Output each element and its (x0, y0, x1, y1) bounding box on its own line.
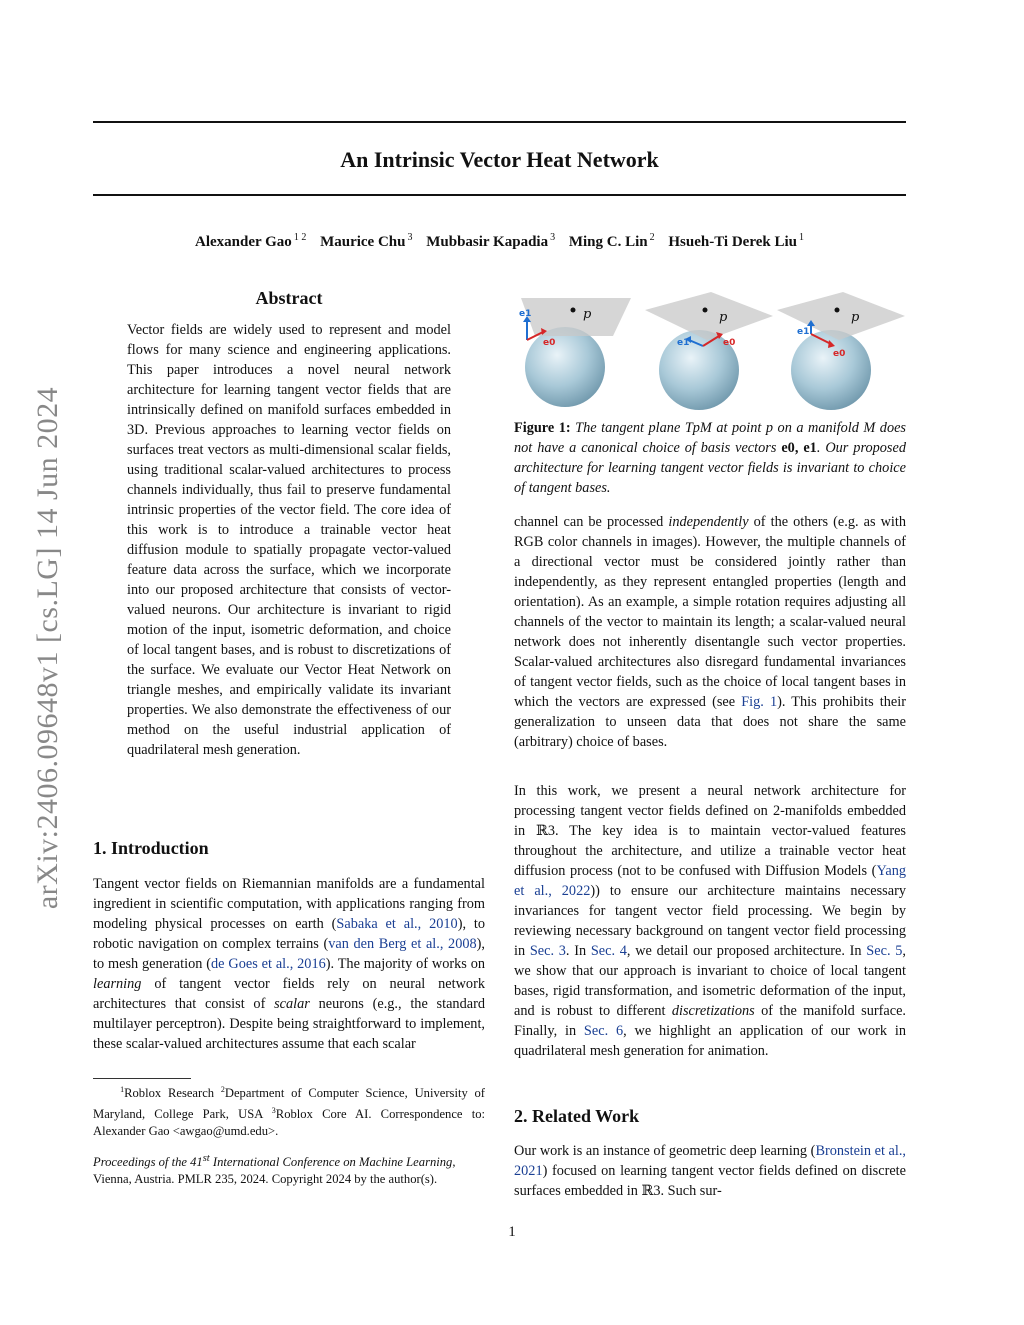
affiliation-footnote: $^1$Roblox Research $^2$Department of Computer Science, University of Maryland, College Park, USA $^3$Roblox Core AI. Correspondence to: Alexander Gao <awgao@umd.edu>. (93, 1085, 486, 1139)
figure-link[interactable]: Fig. 1 (741, 694, 778, 710)
tangent-plane-panel-3 (777, 290, 905, 410)
abstract-heading: Abstract (255, 288, 323, 308)
section-link[interactable]: Sec. 4 (590, 943, 627, 959)
tangent-plane (521, 298, 631, 336)
abstract-text: Vector fields are widely used to represent and model flows for many science and engineering applications. This paper introduces a novel neural network architecture for learning tangent vector fields that are intrinsically defined on manifold surfaces embedded in 3D. Previous approaches to learning vector fields on surfaces treat vectors as multi-dimensional scalar fields, using traditional scalar-valued architectures to process channels individually, thus fail to preserve fundamental intrinsic properties of the vector field. The core idea of this work is to introduce a trainable vector heat diffusion module to spatially propagate vector-valued feature data across the surface, which we incorporate into our proposed architecture that consists of vector-valued neurons. Our architecture is invariant to rigid motion of the input, isometric deformation, and choice of local tangent bases, and is robust to discretizations of the surface. We evaluate our Vector Heat Network on triangle meshes, and empirically validate its invariant properties. We also demonstrate the effectiveness of our method on the useful industrial application of quadrilateral mesh generation. (127, 322, 451, 758)
intro-paragraph: Tangent vector fields on Riemannian manifolds are a fundamental ingredient in scientific computation, with applications ranging from modeling physical processes on earth (Sabaka et al., 2010), to robotic navigation on complex terrains (van den Berg et al., 2008), to mesh generation (de Goes et al., 2016). The majority of works on learning of tangent vector fields rely on neural network architectures that consist of scalar neurons (e.g., the standard multilayer perceptron). Despite being straightforward to implement, these scalar-valued architectures assume that each scalar (93, 876, 486, 1052)
page-number: 1 (508, 1224, 516, 1240)
tangent-plane-panel-2 (645, 290, 773, 410)
arxiv-identifier: arXiv:2406.09648v1 [cs.LG] 14 Jun 2024 (31, 386, 64, 910)
citation-link[interactable]: Sabaka et al., 2010 (336, 916, 458, 932)
paper-title: An Intrinsic Vector Heat Network (340, 147, 659, 172)
e1-label: e1 (797, 327, 810, 337)
related-work-heading: 2. Related Work (514, 1106, 640, 1126)
citation-link[interactable]: van den Berg et al., 2008 (328, 936, 477, 952)
right-paragraph-1: channel can be processed independently of the others (e.g. as with RGB color channels in images). However, the multiple channels of a directional vector must be considered jointly rather than independently, as they represent entangled properties (length and orientation). As an example, a simple rotation requires adjusting all channels of the vector to maintain its length; a scalar-valued neural network does not inherently disentangle such vector properties. Scalar-valued architectures also disregard fundamental invariances of tangent vector fields, such as the choice of local tangent bases in which the vectors are expressed (see Fig. 1). This prohibits their generalization to unseen data that does not share the same (arbitrary) choice of bases. (514, 514, 906, 750)
citation-link[interactable]: de Goes et al., 2016 (211, 956, 326, 972)
point-p (571, 308, 576, 313)
figure-1 (513, 290, 905, 410)
intro-heading: 1. Introduction (93, 838, 209, 858)
e1-label: e1 (677, 338, 690, 348)
tangent-plane-panel-1 (513, 290, 641, 410)
author: Ming C. Lin $^2$ (568, 232, 655, 250)
section-link[interactable]: Sec. 5 (866, 943, 903, 959)
proceedings-note: Proceedings of the 41st International Conference on Machine Learning, Vienna, Austria. PMLR 235, 2024. Copyright 2024 by the author(s). (93, 1153, 456, 1187)
right-paragraph-2: In this work, we present a neural network architecture for processing tangent vector fields defined on 2-manifolds embedded in ℝ3. The key idea is to maintain vector-valued features throughout the architecture, and utilize a trainable vector heat diffusion process (not to be confused with Diffusion Models (Yang et al., 2022)) to ensure our architecture maintains necessary invariances for tangent vector field processing. We begin by reviewing necessary background on tangent vector field processing in Sec. 3. In Sec. 4, we detail our proposed architecture. In Sec. 5, we show that our approach is invariant to choice of local tangent bases, rigid transformation, and isometric deformation of the input, and is robust to different discretizations of the manifold surface. Finally, in Sec. 6, we highlight an application of our work in quadrilateral mesh generation for animation. (514, 783, 906, 1059)
author-list (93, 232, 906, 251)
citation-link[interactable]: Bronstein et al., 2021 (514, 1143, 906, 1179)
e0-label: e0 (543, 338, 556, 348)
point-p (703, 308, 708, 313)
e0-label: e0 (833, 349, 846, 359)
author: Mubbasir Kapadia $^3$ (426, 232, 556, 250)
citation-link[interactable]: Yang et al., 2022 (514, 863, 906, 899)
p-label: p (719, 310, 728, 325)
point-p (835, 308, 840, 313)
top-rule (93, 121, 906, 123)
related-work-paragraph: Our work is an instance of geometric deep learning (Bronstein et al., 2021) focused on learning tangent vector fields defined on discrete surfaces embedded in ℝ3. Such sur- (514, 1143, 906, 1199)
title-rule (93, 194, 906, 196)
e0-label: e0 (723, 338, 736, 348)
p-label: p (583, 307, 592, 322)
author: Hsueh-Ti Derek Liu $^1$ (668, 232, 804, 250)
e1-label: e1 (519, 309, 532, 319)
section-link[interactable]: Sec. 6 (583, 1023, 624, 1039)
tangent-plane (645, 292, 773, 340)
section-link[interactable]: Sec. 3 (529, 943, 566, 959)
author: Alexander Gao $^{1 2}$ (195, 232, 307, 250)
sphere (525, 327, 605, 407)
author: Maurice Chu $^3$ (320, 232, 413, 250)
footnote-rule (93, 1078, 191, 1079)
p-label: p (851, 310, 860, 325)
figure-1-caption: Figure 1: The tangent plane TpM at point p on a manifold M does not have a canonical choice of basis vectors e0, e1. Our proposed architecture for learning tangent vector fields is invariant to choice of tangent bases. (514, 420, 906, 496)
